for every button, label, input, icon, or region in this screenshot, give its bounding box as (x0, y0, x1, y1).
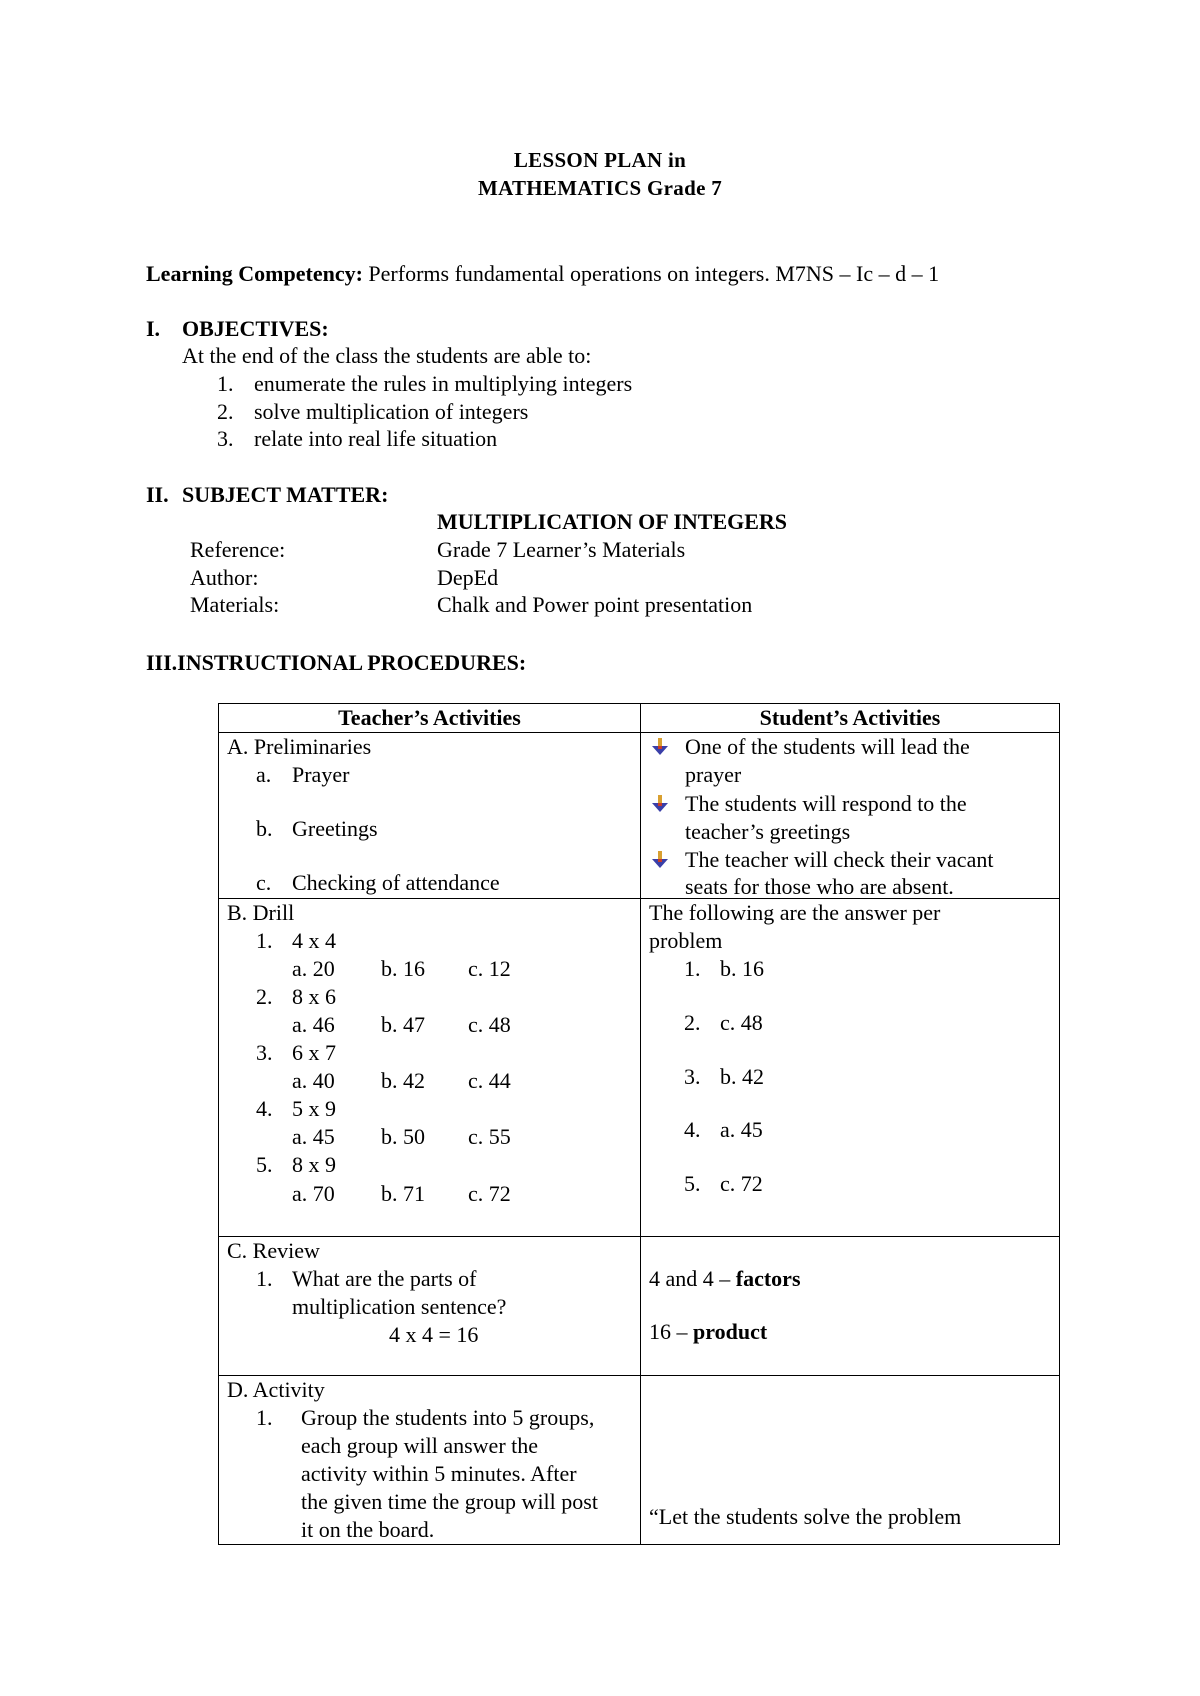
activity-student-cell (641, 1376, 1060, 1545)
drill-answer-4: a. 45 (720, 1117, 763, 1142)
drill-1-option-b: b. 16 (381, 956, 425, 981)
review-teacher-cell (219, 1237, 641, 1376)
drill-student-intro-2: problem (649, 928, 723, 953)
table-header-row (219, 704, 1060, 733)
drill-teacher-cell (219, 899, 641, 1237)
table-row (219, 1376, 1060, 1545)
title-line-2: MATHEMATICS Grade 7 (477, 176, 723, 200)
objective-text-2: solve multiplication of integers (254, 399, 529, 424)
drill-4-option-a: a. 45 (292, 1124, 335, 1149)
materials-label: Materials: (190, 592, 280, 617)
drill-answer-num-4: 4. (684, 1117, 701, 1142)
review-answer-product-prefix: 16 – (649, 1319, 693, 1344)
drill-5-option-c: c. 72 (468, 1181, 511, 1206)
subject-topic: MULTIPLICATION OF INTEGERS (437, 509, 788, 534)
activity-line-3: activity within 5 minutes. After (301, 1461, 577, 1486)
drill-question-3: 6 x 7 (292, 1040, 336, 1065)
table-row (219, 1237, 1060, 1376)
activity-line-1: Group the students into 5 groups, (301, 1405, 595, 1430)
drill-1-option-a: a. 20 (292, 956, 335, 981)
activity-line-4: the given time the group will post (301, 1489, 598, 1514)
drill-num-2: 2. (256, 984, 273, 1009)
prelim-item-prayer: Prayer (292, 762, 350, 787)
drill-question-1: 4 x 4 (292, 928, 336, 953)
bullet-arrow-icon (652, 795, 668, 813)
drill-num-4: 4. (256, 1096, 273, 1121)
drill-3-option-a: a. 40 (292, 1068, 335, 1093)
drill-title: B. Drill (227, 900, 295, 925)
competency-text: Performs fundamental operations on integers. M7NS – Ic – d – 1 (368, 261, 940, 286)
prelim-student-2-line1: The students will respond to the (685, 791, 967, 816)
prelim-item-greetings: Greetings (292, 816, 378, 841)
drill-answer-2: c. 48 (720, 1010, 763, 1035)
prelim-student-3-line2: seats for those who are absent. (685, 874, 954, 899)
drill-5-option-a: a. 70 (292, 1181, 335, 1206)
drill-num-3: 3. (256, 1040, 273, 1065)
drill-num-1: 1. (256, 928, 273, 953)
procedures-table (218, 703, 1060, 1545)
prelim-num-b: b. (256, 816, 273, 841)
table-row (219, 733, 1060, 899)
subject-num: II. (146, 482, 169, 507)
drill-answer-3: b. 42 (720, 1064, 764, 1089)
objective-num-3: 3. (217, 426, 234, 451)
drill-question-4: 5 x 9 (292, 1096, 336, 1121)
subject-heading: SUBJECT MATTER: (182, 482, 389, 507)
author-label: Author: (190, 565, 259, 590)
drill-answer-num-3: 3. (684, 1064, 701, 1089)
col-teacher-header: Teacher’s Activities (219, 704, 641, 733)
drill-5-option-b: b. 71 (381, 1181, 425, 1206)
drill-4-option-b: b. 50 (381, 1124, 425, 1149)
objective-text-3: relate into real life situation (254, 426, 498, 451)
prelim-student-1-line1: One of the students will lead the (685, 734, 970, 759)
drill-2-option-a: a. 46 (292, 1012, 335, 1037)
objective-num-2: 2. (217, 399, 234, 424)
author-value: DepEd (437, 565, 499, 590)
review-student-cell (641, 1237, 1060, 1376)
drill-4-option-c: c. 55 (468, 1124, 511, 1149)
drill-answer-1: b. 16 (720, 956, 764, 981)
activity-title: D. Activity (227, 1377, 325, 1402)
drill-1-option-c: c. 12 (468, 956, 511, 981)
objectives-intro: At the end of the class the students are able to: (182, 343, 592, 368)
procedures-heading: III.INSTRUCTIONAL PROCEDURES: (146, 650, 527, 675)
objectives-heading: OBJECTIVES: (182, 316, 329, 341)
objective-text-1: enumerate the rules in multiplying integers (254, 371, 633, 396)
review-answer-product-term: product (693, 1319, 768, 1344)
review-question-num: 1. (256, 1266, 273, 1291)
prelim-num-a: a. (256, 762, 272, 787)
activity-num: 1. (256, 1405, 273, 1430)
drill-answer-5: c. 72 (720, 1171, 763, 1196)
activity-student-text: “Let the students solve the problem (649, 1504, 962, 1529)
bullet-arrow-icon (652, 738, 668, 756)
prelim-student-1-line2: prayer (685, 762, 742, 787)
review-equation: 4 x 4 = 16 (389, 1322, 479, 1347)
prelim-item-attendance: Checking of attendance (292, 870, 500, 895)
activity-teacher-cell (219, 1376, 641, 1545)
prelim-teacher-cell (219, 733, 641, 899)
review-answer-factors (649, 1265, 801, 1292)
prelim-title: A. Preliminaries (227, 734, 372, 759)
drill-3-option-b: b. 42 (381, 1068, 425, 1093)
col-student-header: Student’s Activities (641, 704, 1060, 733)
drill-answer-num-2: 2. (684, 1010, 701, 1035)
objectives-num: I. (146, 316, 161, 341)
review-answer-factors-prefix: 4 and 4 – (649, 1266, 736, 1291)
activity-line-5: it on the board. (301, 1517, 435, 1542)
activity-line-2: each group will answer the (301, 1433, 539, 1458)
review-question-line2: multiplication sentence? (292, 1294, 507, 1319)
review-answer-product (649, 1318, 767, 1345)
drill-student-cell (641, 899, 1060, 1237)
drill-num-5: 5. (256, 1152, 273, 1177)
objective-num-1: 1. (217, 371, 234, 396)
prelim-student-2-line2: teacher’s greetings (685, 819, 851, 844)
competency-label: Learning Competency: (146, 261, 363, 286)
drill-answer-num-5: 5. (684, 1171, 701, 1196)
reference-value: Grade 7 Learner’s Materials (437, 537, 686, 562)
prelim-num-c: c. (256, 870, 272, 895)
review-title: C. Review (227, 1238, 320, 1263)
bullet-arrow-icon (652, 851, 668, 869)
table-row (219, 899, 1060, 1237)
reference-label: Reference: (190, 537, 286, 562)
drill-3-option-c: c. 44 (468, 1068, 511, 1093)
drill-student-intro-1: The following are the answer per (649, 900, 941, 925)
learning-competency (146, 261, 939, 287)
materials-value: Chalk and Power point presentation (437, 592, 753, 617)
review-question-line1: What are the parts of (292, 1266, 477, 1291)
review-answer-factors-term: factors (735, 1266, 801, 1291)
drill-question-2: 8 x 6 (292, 984, 336, 1009)
drill-2-option-b: b. 47 (381, 1012, 425, 1037)
title-line-1: LESSON PLAN in (513, 148, 687, 172)
prelim-student-cell (641, 733, 1060, 899)
drill-question-5: 8 x 9 (292, 1152, 336, 1177)
prelim-student-3-line1: The teacher will check their vacant (685, 847, 994, 872)
drill-answer-num-1: 1. (684, 956, 701, 981)
drill-2-option-c: c. 48 (468, 1012, 511, 1037)
